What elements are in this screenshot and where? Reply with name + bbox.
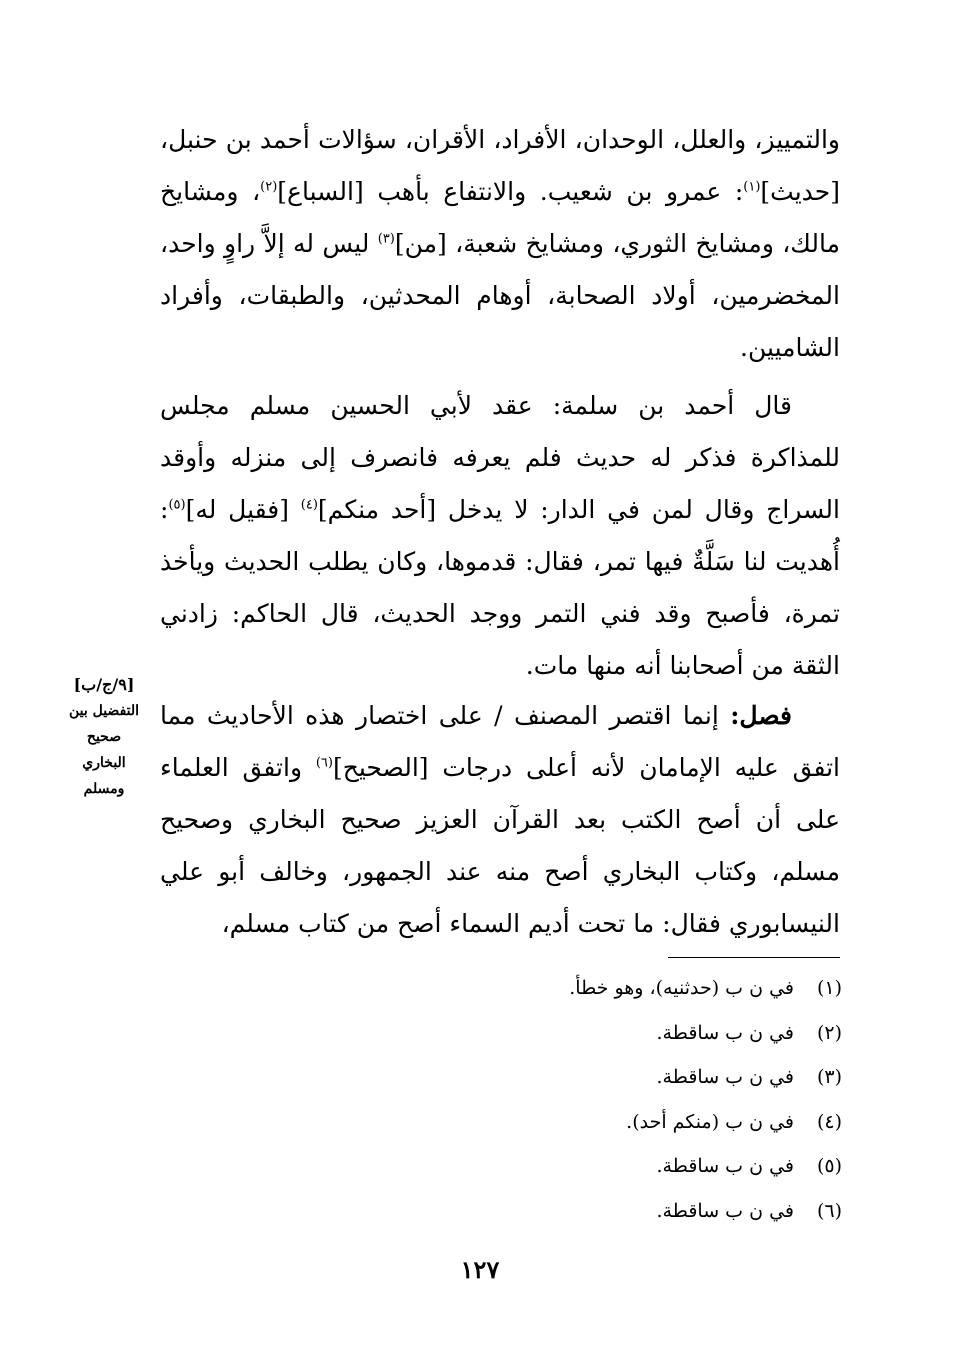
text-run: واتفق العلماء على أن أصح الكتب بعد القرآن العزيز صحيح البخاري وصحيح مسلم، وكتاب البخاري أصح منه عند الجمهور، وخالف أبو علي النيسابوري فقال: ما تحت أديم السماء أصح من كتاب مسلم،	[160, 753, 841, 938]
footnote-number: (٦)	[816, 1199, 842, 1222]
footnote-item	[480, 966, 842, 1011]
footnote-separator	[668, 957, 840, 958]
margin-heading-line: صحيح	[86, 729, 122, 745]
footnote-number: (٥)	[816, 1155, 842, 1177]
margin-heading-line: التفضيل بين	[68, 703, 140, 719]
folio-marker: [٩/ج/ب]	[73, 675, 135, 694]
footnote-ref-1: (١)	[743, 179, 761, 195]
footnote-text: في ن ب ساقطة.	[656, 1199, 794, 1222]
text-run: إنما اقتصر المصنف / على اختصار هذه الأحاديث مما اتفق عليه الإمامان لأنه أعلى درجات [الصحيح]	[160, 701, 840, 782]
text-run: والتمييز، والعلل، الوحدان، الأفراد، الأقران، سؤالات أحمد بن حنبل، [حديث]	[160, 125, 841, 206]
footnote-number: (٢)	[816, 1021, 842, 1044]
footnote-item	[480, 1100, 842, 1145]
footnotes-list	[480, 966, 842, 1233]
footnote-text: في ن ب ساقطة.	[656, 1021, 794, 1044]
footnote-text: في ن ب ساقطة.	[656, 1066, 794, 1088]
text-run: قال أحمد بن سلمة: عقد لأبي الحسين مسلم مجلس للمذاكرة فذكر له حديث فلم يعرفه فانصرف إلى منزله وأوقد السراج وقال لمن في الدار: لا يدخل [أحد منكم]	[160, 391, 840, 524]
footnote-ref-3: (٣)	[377, 231, 395, 247]
paragraph-text	[160, 114, 840, 374]
margin-heading-line: البخاري	[82, 755, 126, 771]
footnote-text: في ن ب ساقطة.	[656, 1155, 794, 1177]
footnote-number: (٣)	[816, 1066, 842, 1088]
margin-heading-line: ومسلم	[83, 781, 125, 797]
footnote-item	[480, 1011, 842, 1056]
footnote-text: في ن ب (حدثنيه)، وهو خطأ.	[569, 977, 794, 999]
text-run: ، ومشايخ مالك، ومشايخ الثوري، ومشايخ شعبة، [من]	[160, 177, 840, 258]
footnote-item	[480, 1189, 842, 1234]
footnote-item	[480, 1144, 842, 1189]
footnote-number: (١)	[816, 977, 842, 999]
footnote-ref-2: (٢)	[260, 179, 278, 195]
footnote-ref-4: (٤)	[300, 497, 318, 513]
text-run: : عمرو بن شعيب. والانتفاع بأهب [السباع]	[277, 177, 744, 206]
footnote-ref-5: (٥)	[168, 497, 186, 513]
main-text-paragraph-3	[160, 690, 840, 950]
footnote-ref-6: (٦)	[315, 755, 333, 771]
main-text-paragraph-1	[160, 114, 840, 374]
text-run: [فقيل له]	[185, 495, 301, 524]
footnote-item	[480, 1055, 842, 1100]
footnote-text: في ن ب (منكم أحد).	[626, 1110, 794, 1133]
text-run: ليس له إلاَّ راوٍ واحد، المخضرمين، أولاد الصحابة، أوهام المحدثين، والطبقات، وأفراد الشاميين.	[160, 229, 840, 362]
section-lead: فصل:	[730, 701, 792, 730]
page-number: ١٢٧	[460, 1255, 500, 1284]
footnote-number: (٤)	[816, 1110, 842, 1133]
margin-note	[58, 672, 150, 802]
text-run: : أُهديت لنا سَلَّةٌ فيها تمر، فقال: قدموها، وكان يطلب الحديث ويأخذ تمرة، فأصبح وقد فني التمر ووجد الحديث، قال الحاكم: زادني الثقة من أصحابنا أنه منها مات.	[160, 495, 840, 680]
paragraph-text	[160, 380, 840, 692]
paragraph-text	[160, 690, 840, 950]
main-text-paragraph-2	[160, 380, 840, 692]
